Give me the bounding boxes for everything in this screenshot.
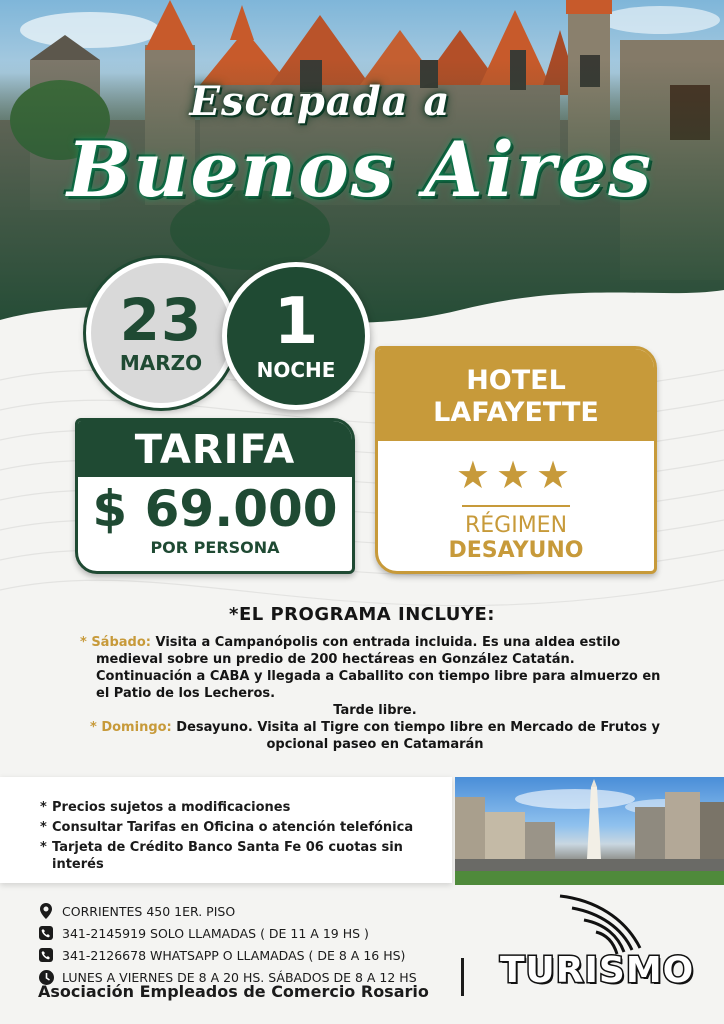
note-item: * Precios sujetos a modificaciones [40,799,452,816]
sunday-text-2: opcional paseo en Catamarán [266,737,484,752]
nights-badge [222,262,370,410]
price-per-person: POR PERSONA [150,538,280,557]
date-badge [86,258,236,408]
note-item: * Tarjeta de Crédito Banco Santa Fe 06 cuotas sin interés [40,839,452,873]
regimen-value: DESAYUNO [448,538,584,563]
date-day: 23 [119,286,203,354]
phone-icon [38,925,54,941]
organization-name: Asociación Empleados de Comercio Rosario [38,982,429,1001]
price-amount: $ 69.000 [92,480,338,538]
program-day-sunday [80,719,670,736]
hotel-name-line-1: HOTEL [466,365,566,396]
price-card-title: TARIFA [78,421,352,477]
address-row [38,900,458,922]
saturday-text: Visita a Campanópolis con entrada incluida. Es una aldea estilo medieval sobre un predio de 200 hectáreas en González Catatán. Continuación a CABA y llegada a Caballito con tiempo libre para almuerzo en el Patio de los Lecheros. [96,635,661,701]
saturday-extra: Tarde libre. [333,703,417,718]
title-line-1: Escapada a [189,78,451,125]
saturday-label: * Sábado: [80,635,151,650]
obelisco-photo [455,777,724,885]
hours-text: LUNES A VIERNES DE 8 A 20 HS. SÁBADOS DE 8 A 12 HS [62,969,417,985]
hotel-name [378,349,654,441]
phone2-text: 341-2126678 WHATSAPP O LLAMADAS ( DE 8 A 16 HS) [62,947,406,963]
notes-box [0,777,452,883]
hotel-divider [462,505,570,507]
location-pin-icon [38,903,54,919]
address-text: CORRIENTES 450 1ER. PISO [62,903,236,919]
program-title: *EL PROGRAMA INCLUYE: [229,604,495,625]
phone1-text: 341-2145919 SOLO LLAMADAS ( DE 11 A 19 HS ) [62,925,369,941]
brand-logo-text: TURISMO [500,950,695,991]
date-month: MARZO [119,351,203,375]
city-illustration [455,777,724,885]
contact-info [38,900,458,988]
phone-icon [38,947,54,963]
nights-label: NOCHE [256,358,336,382]
hotel-name-line-2: LAFAYETTE [433,397,599,428]
sunday-text: Desayuno. Visita al Tigre con tiempo libre en Mercado de Frutos y [171,720,660,735]
title-line-2: Buenos Aires [66,125,654,214]
hotel-stars: ★★★ [455,453,577,497]
price-card [75,418,355,574]
hotel-card [375,346,657,574]
program-day-saturday [80,634,670,702]
program-description [80,634,670,753]
note-item: * Consultar Tarifas en Oficina o atención telefónica [40,819,452,836]
regimen-label: RÉGIMEN [464,513,568,538]
nights-count: 1 [273,285,319,359]
footer-divider [461,958,464,996]
phone1-row [38,922,458,944]
phone2-row [38,944,458,966]
sunday-label: * Domingo: [90,720,172,735]
